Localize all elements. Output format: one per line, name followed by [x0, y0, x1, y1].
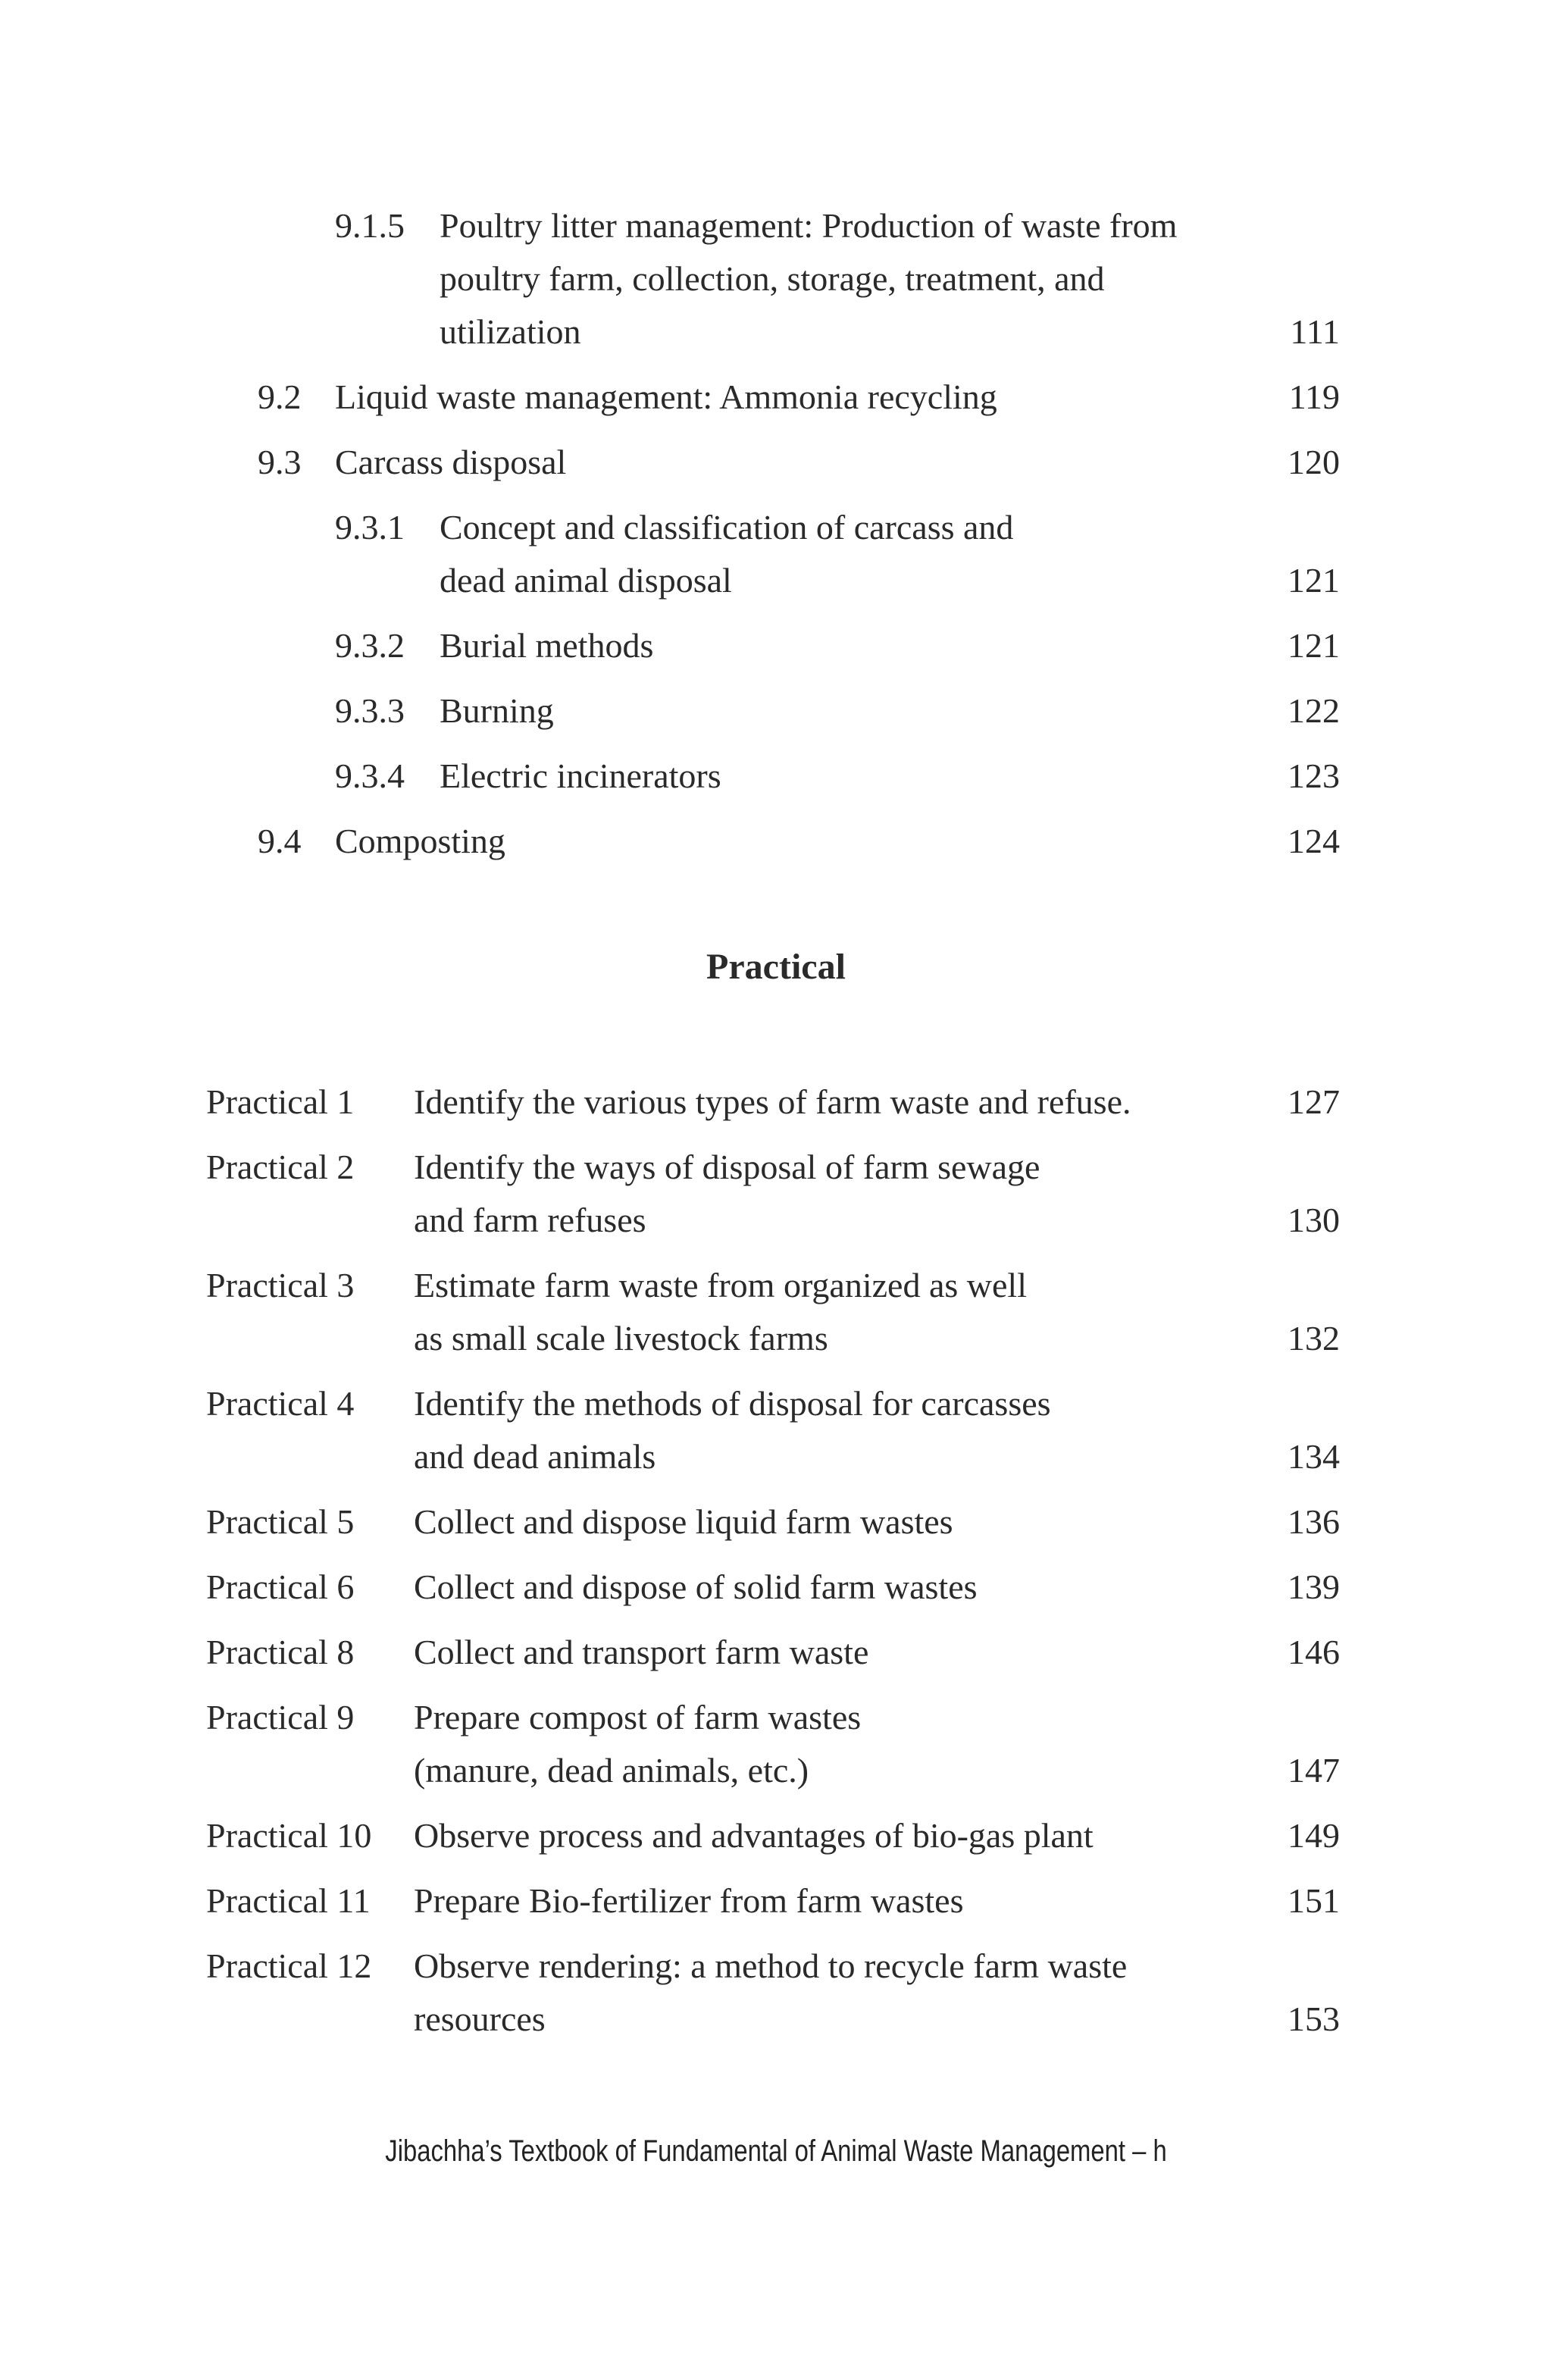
toc-entry: [0, 199, 1552, 358]
toc-entry: [0, 618, 1552, 672]
page-number: 139: [1288, 1567, 1340, 1606]
entry-title-line: Prepare Bio-fertilizer from farm wastes: [414, 1881, 964, 1920]
practical-entry: [0, 1376, 1552, 1483]
page-number: 146: [1288, 1633, 1340, 1671]
practical-number: Practical 4: [206, 1384, 355, 1423]
practical-number: Practical 3: [206, 1266, 355, 1304]
section-number: 9.3.3: [335, 691, 405, 730]
page-number: 121: [1288, 561, 1340, 600]
page-number: 130: [1288, 1201, 1340, 1239]
entry-title-line: Observe rendering: a method to recycle farm waste: [414, 1946, 1128, 1985]
toc-entry: [0, 814, 1552, 867]
page-number: 132: [1288, 1319, 1340, 1358]
practical-entry: [0, 1140, 1552, 1246]
page-number: 121: [1288, 626, 1340, 665]
entry-title-line: as small scale livestock farms: [414, 1319, 828, 1358]
entry-title-line: poultry farm, collection, storage, treatment, and: [440, 259, 1105, 298]
entry-title-line: Identify the ways of disposal of farm sewage: [414, 1148, 1040, 1186]
entry-title-line: resources: [414, 2000, 546, 2038]
section-number: 9.1.5: [335, 206, 405, 245]
entry-title-line: Identify the various types of farm waste and refuse.: [414, 1082, 1131, 1121]
page-number: 147: [1288, 1751, 1340, 1790]
entry-title-line: Burning: [440, 691, 554, 730]
section-number: 9.3: [258, 443, 302, 481]
page-number: 119: [1288, 377, 1340, 416]
practical-number: Practical 1: [206, 1082, 355, 1121]
practical-entry: [0, 1625, 1552, 1678]
section-number: 9.3.1: [335, 508, 405, 546]
page-number: 120: [1288, 443, 1340, 481]
toc-entry: [0, 500, 1552, 606]
practical-number: Practical 2: [206, 1148, 355, 1186]
page-number: 111: [1290, 312, 1340, 351]
entry-title-line: dead animal disposal: [440, 561, 732, 600]
entry-title-line: and farm refuses: [414, 1201, 646, 1239]
practical-number: Practical 9: [206, 1698, 355, 1736]
page-number: 136: [1288, 1502, 1340, 1541]
entry-title-line: Concept and classification of carcass and: [440, 508, 1014, 546]
entry-title-line: Identify the methods of disposal for carcasses: [414, 1384, 1051, 1423]
section-number: 9.2: [258, 377, 302, 416]
practical-number: Practical 6: [206, 1567, 355, 1606]
entry-title-line: Liquid waste management: Ammonia recycling: [335, 377, 997, 416]
toc-entry: [0, 370, 1552, 423]
page-number: 153: [1288, 2000, 1340, 2038]
section-number: 9.4: [258, 822, 302, 860]
entry-title-line: Composting: [335, 822, 505, 860]
toc-entry: [0, 435, 1552, 488]
practical-number: Practical 11: [206, 1881, 371, 1920]
toc-entry: [0, 684, 1552, 737]
section-number: 9.3.2: [335, 626, 405, 665]
entry-title-line: Carcass disposal: [335, 443, 567, 481]
entry-title-line: Collect and dispose of solid farm wastes: [414, 1567, 978, 1606]
entry-title-line: Estimate farm waste from organized as well: [414, 1266, 1027, 1304]
practical-number: Practical 12: [206, 1946, 372, 1985]
practical-entry: [0, 1560, 1552, 1613]
practical-entry: [0, 1690, 1552, 1796]
practical-number: Practical 5: [206, 1502, 355, 1541]
page-number: 134: [1288, 1437, 1340, 1476]
entry-title-line: Prepare compost of farm wastes: [414, 1698, 862, 1736]
page-number: 122: [1288, 691, 1340, 730]
page-number: 127: [1288, 1082, 1340, 1121]
page-number: 151: [1288, 1881, 1340, 1920]
practical-number: Practical 8: [206, 1633, 355, 1671]
entry-title-line: Burial methods: [440, 626, 654, 665]
practical-entry: [0, 1258, 1552, 1364]
entry-title-line: Collect and transport farm waste: [414, 1633, 869, 1671]
practical-number: Practical 10: [206, 1816, 372, 1855]
page-footer: Jibachha’s Textbook of Fundamental of Animal Waste Management – h: [385, 2134, 1167, 2168]
practical-entry: [0, 1808, 1552, 1862]
entry-title-line: Observe process and advantages of bio-gas plant: [414, 1816, 1094, 1855]
practical-entry: [0, 1939, 1552, 2045]
entry-title-line: Collect and dispose liquid farm wastes: [414, 1502, 953, 1541]
section-number: 9.3.4: [335, 756, 405, 795]
entry-title-line: utilization: [440, 312, 581, 351]
page-number: 123: [1288, 756, 1340, 795]
entry-title-line: Electric incinerators: [440, 756, 721, 795]
entry-title-line: and dead animals: [414, 1437, 656, 1476]
practical-entry: [0, 1075, 1552, 1128]
entry-title-line: Poultry litter management: Production of waste from: [440, 206, 1178, 245]
page-number: 124: [1288, 822, 1340, 860]
page-number: 149: [1288, 1816, 1340, 1855]
practical-entry: [0, 1874, 1552, 1927]
section-heading-practical: Practical: [706, 947, 846, 987]
entry-title-line: (manure, dead animals, etc.): [414, 1751, 809, 1790]
practical-entry: [0, 1495, 1552, 1548]
toc-entry: [0, 749, 1552, 802]
